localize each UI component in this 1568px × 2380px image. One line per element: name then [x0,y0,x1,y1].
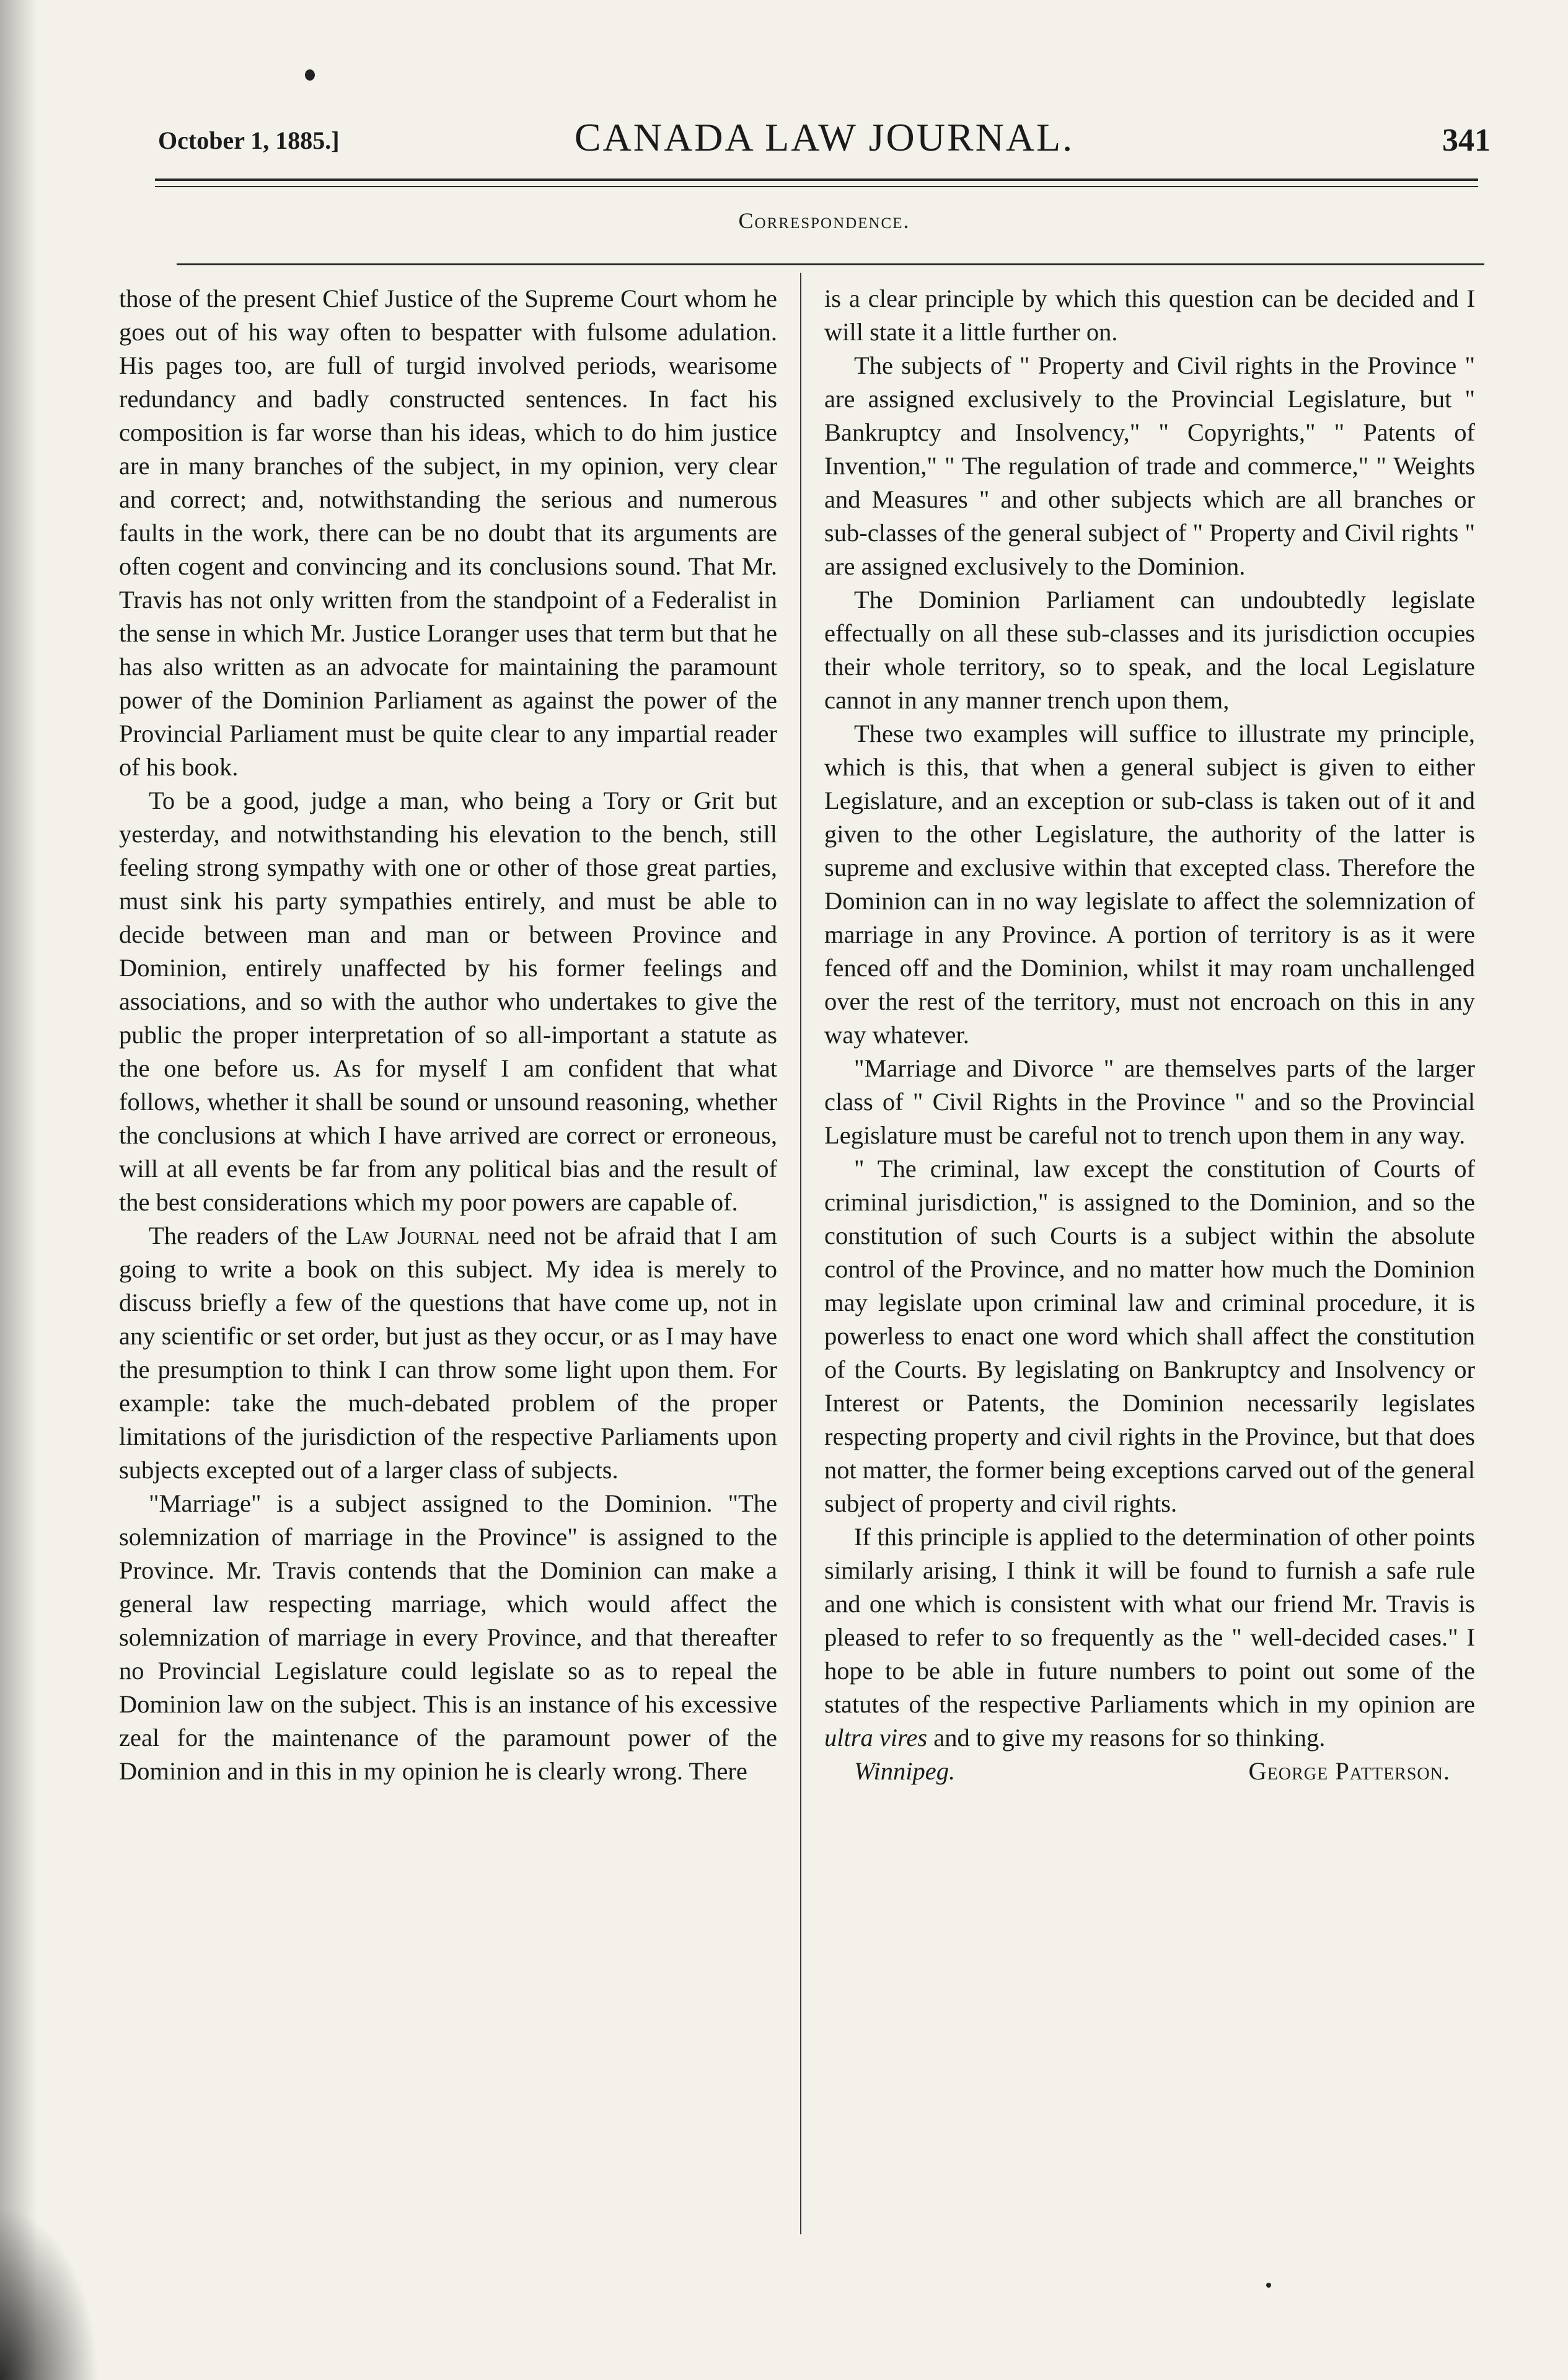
page-number: 341 [1442,123,1491,158]
journal-name: Law Journal [346,1222,480,1250]
issue-date: October 1, 1885.] [158,126,340,154]
section-title: Correspondence. [738,208,910,233]
ink-speck [1266,2283,1271,2288]
signature [824,1755,1475,1788]
latin-phrase: ultra vires [824,1724,928,1752]
paragraph: "Marriage and Divorce " are themselves parts of the larger class of " Civil Rights in the Province " and so the Provincial Legislature must be careful not to trench upon them in any way. [824,1054,1475,1149]
ink-speck [305,69,315,81]
paragraph: is a clear principle by which this question can be decided and I will state it a little further on. [824,284,1475,346]
section-rule [177,263,1484,265]
signature-place: Winnipeg. [854,1757,956,1785]
text-run: and to give my reasons for so thinking. [927,1724,1326,1752]
column-divider [800,273,801,2234]
paragraph: The subjects of " Property and Civil rights in the Province " are assigned exclusively to the Provincial Legislature, but " Bankruptcy and Insolvency," " Copyrights," " Patents of Invention," " The regulation of trade and commerce," " Weights and Measures " and other subjects which are all branches or sub-classes of the general subject of " Property and Civil rights " are assigned exclusively to the Dominion. [824,351,1475,580]
paragraph: "Marriage" is a subject assigned to the Dominion. "The solemnization of marriage in the Province" is assigned to the Province. Mr. Travis contends that the Dominion can make a general law respecting marriage, which would affect the solemnization of marriage in every Province, and that thereafter no Provincial Legislature could legislate so as to repeal the Dominion law on the subject. This is an instance of his excessive zeal for the maintenance of the paramount power of the Dominion and in this in my opinion he is clearly wrong. There [119,1489,777,1785]
binding-shadow [0,0,37,2380]
paragraph: These two examples will suffice to illustrate my principle, which is this, that when a general subject is given to either Legislature, and an exception or sub-class is taken out of it and given to the other Legislature, the authority of the latter is supreme and exclusive within that excepted class. Therefore the Dominion can in no way legislate to affect the solemnization of marriage in any Province. A portion of territory is as it were fenced off and the Dominion, whilst it may roam unchallenged over the rest of the territory, must not encroach on this in any way whatever. [824,720,1475,1049]
paragraph: those of the present Chief Justice of the Supreme Court whom he goes out of his way often to bespatter with fulsome adulation. His pages too, are full of turgid involved periods, wearisome redundancy and badly constructed sentences. In fact his composition is far worse than his ideas, which to do him justice are in many branches of the subject, in my opinion, very clear and correct; and, notwithstanding the serious and numerous faults in the work, there can be no doubt that its arguments are often cogent and convincing and its conclusions sound. That Mr. Travis has not only written from the standpoint of a Federalist in the sense in which Mr. Justice Loranger uses that term but that he has also written as an advocate for maintaining the paramount power of the Dominion Parliament as against the power of the Provincial Parliament must be quite clear to any impartial reader of his book. [119,284,777,781]
header-rule-top [155,178,1478,181]
text-run: The readers of the [149,1222,346,1250]
text-run: If this principle is applied to the determination of other points similarly arising, I think it will be found to furnish a safe rule and one which is consistent with what our friend Mr. Travis is pleased to refer to so frequently as the " well-decided cases." I hope to be able in future numbers to point out some of the statutes of the respective Parliaments which in my opinion are [824,1523,1475,1718]
paragraph [824,1520,1475,1755]
left-column [119,282,777,2241]
text-run: need not be afraid that I am going to write a book on this subject. My idea is merely to discuss briefly a few of the questions that have come up, not in any scientific or set order, but just as they occur, or as I may have the presumption to think I can throw some light upon them. For example: take the much-debated problem of the proper limitations of the jurisdiction of the respective Parliaments upon subjects excepted out of a larger class of subjects. [119,1222,777,1484]
binding-shadow-corner [0,2206,99,2380]
paragraph: " The criminal, law except the constitution of Courts of criminal jurisdiction," is assigned to the Dominion, and so the constitution of such Courts is a subject within the absolute control of the Province, and no matter how much the Dominion may legislate upon criminal law and criminal procedure, it is powerless to enact one word which shall affect the constitution of the Courts. By legislating on Bankruptcy and Insolvency or Interest or Patents, the Dominion necessarily legislates respecting property and civil rights in the Province, but that does not matter, the former being exceptions carved out of the general subject of property and civil rights. [824,1155,1475,1517]
paragraph [119,1219,777,1487]
running-header [158,115,1491,170]
right-column [824,282,1475,2241]
paragraph: To be a good, judge a man, who being a Tory or Grit but yesterday, and notwithstanding his elevation to the bench, still feeling strong sympathy with one or other of those great parties, must sink his party sympathies entirely, and must be able to decide between man and man or between Province and Dominion, entirely unaffected by his former feelings and associations, and so with the author who undertakes to give the public the proper interpretation of so all-important a statute as the one before us. As for myself I am confident that what follows, whether it shall be sound or unsound reasoning, whether the conclusions at which I have arrived are correct or erroneous, will at all events be far from any political bias and the result of the best considerations which my poor powers are capable of. [119,787,777,1216]
header-rule-bottom [155,186,1478,187]
signature-name: George Patterson. [1248,1757,1450,1785]
journal-title: CANADA LAW JOURNAL. [574,115,1075,159]
paragraph: The Dominion Parliament can undoubtedly legislate effectually on all these sub-classes and its jurisdiction occupies their whole territory, so to speak, and the local Legislature cannot in any manner trench upon them, [824,586,1475,714]
